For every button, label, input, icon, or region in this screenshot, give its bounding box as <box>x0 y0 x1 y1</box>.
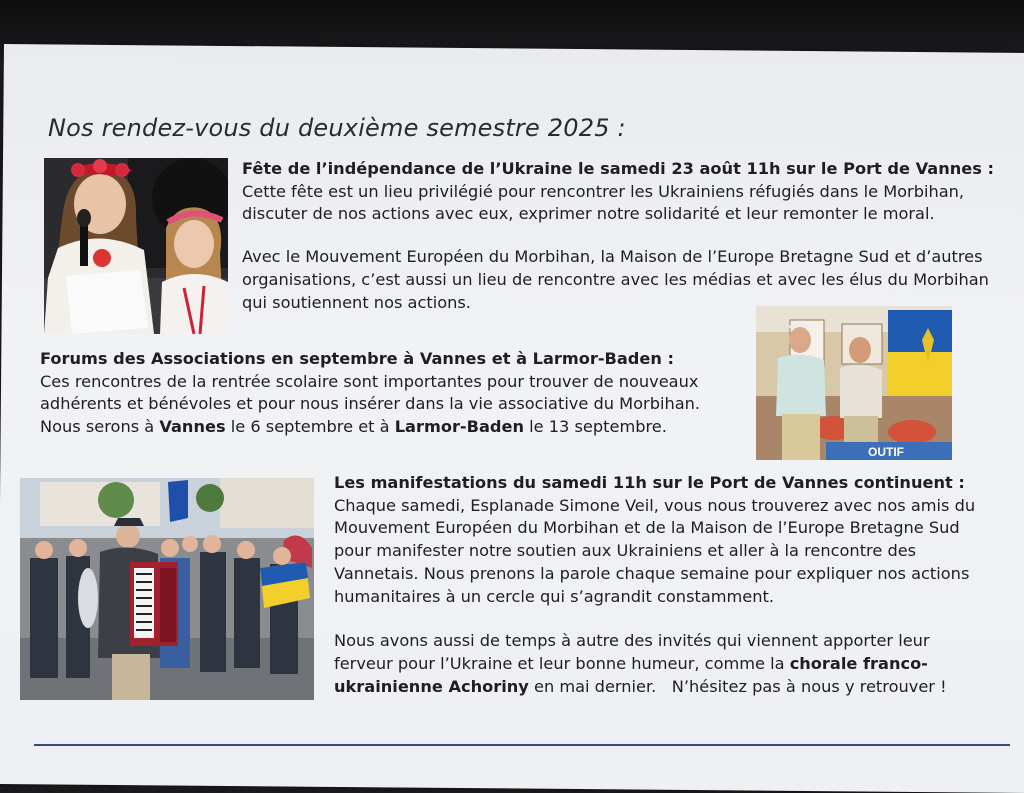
section-ukraine-independence <box>242 158 1002 314</box>
photo-demonstration <box>20 478 314 700</box>
photo-two-men-flag-image <box>756 306 952 460</box>
section-forums-title: Forums des Associations en septembre à Vannes et à Larmor-Baden : <box>40 349 675 368</box>
text-fragment: le 13 septembre. <box>524 417 667 437</box>
photo-demonstration-image <box>20 478 314 700</box>
text-line <box>40 416 740 439</box>
text-line <box>334 653 1014 676</box>
photo-children-reading <box>44 158 228 334</box>
photo-banner-text: OUTIF <box>868 445 904 459</box>
text-line: discuter de nos actions avec eux, exprimer notre solidarité et leur remonter le moral. <box>242 204 935 224</box>
city-larmor-baden: Larmor-Baden <box>394 417 524 437</box>
city-vannes: Vannes <box>159 417 226 437</box>
section-forums <box>40 348 740 439</box>
text-line <box>334 676 1014 699</box>
text-line: qui soutiennent nos actions. <box>242 292 471 312</box>
text-fragment: en mai dernier. N’hésitez pas à nous y retrouver ! <box>528 676 947 696</box>
text-line: Ces rencontres de la rentrée scolaire sont importantes pour trouver de nouveaux <box>40 371 699 391</box>
choir-name-part: ukrainienne Achoriny <box>334 676 529 696</box>
section-saturday-demonstrations <box>334 472 1014 698</box>
text-line: organisations, c’est aussi un lieu de rencontre avec les médias et avec les élus du Morbihan <box>242 269 989 289</box>
text-line: Vannetais. Nous prenons la parole chaque semaine pour expliquer nos actions <box>334 563 970 583</box>
text-line: Nous avons aussi de temps à autre des invités qui viennent apporter leur <box>334 631 930 651</box>
photo-children-reading-image <box>44 158 228 334</box>
page-heading: Nos rendez-vous du deuxième semestre 2025 : <box>48 114 626 142</box>
text-fragment: le 6 septembre et à <box>225 417 395 437</box>
text-line: pour manifester notre soutien aux Ukrainiens et aller à la rencontre des <box>334 541 917 561</box>
text-fragment: Nous serons à <box>40 417 160 437</box>
text-line: Chaque samedi, Esplanade Simone Veil, vous nous trouverez avec nos amis du <box>334 495 976 515</box>
text-line: humanitaires à un cercle qui s’agrandit constamment. <box>334 586 775 606</box>
text-line: Avec le Mouvement Européen du Morbihan, la Maison de l’Europe Bretagne Sud et d’autres <box>242 247 983 267</box>
text-line: adhérents et bénévoles et pour nous insérer dans la vie associative du Morbihan. <box>40 394 701 414</box>
photo-two-men-flag <box>756 306 952 460</box>
text-line: Mouvement Européen du Morbihan et de la Maison de l’Europe Bretagne Sud <box>334 518 960 538</box>
section-ukraine-independence-title: Fête de l’indépendance de l’Ukraine le samedi 23 août 11h sur le Port de Vannes : <box>242 159 994 178</box>
text-line: Cette fête est un lieu privilégié pour rencontrer les Ukrainiens réfugiés dans le Morbihan, <box>242 181 965 201</box>
section-saturday-demonstrations-title: Les manifestations du samedi 11h sur le Port de Vannes continuent : <box>334 473 965 492</box>
bottom-divider <box>34 744 1010 746</box>
text-fragment: ferveur pour l’Ukraine et leur bonne humeur, comme la <box>334 653 790 673</box>
choir-name-part: chorale franco- <box>789 653 928 673</box>
